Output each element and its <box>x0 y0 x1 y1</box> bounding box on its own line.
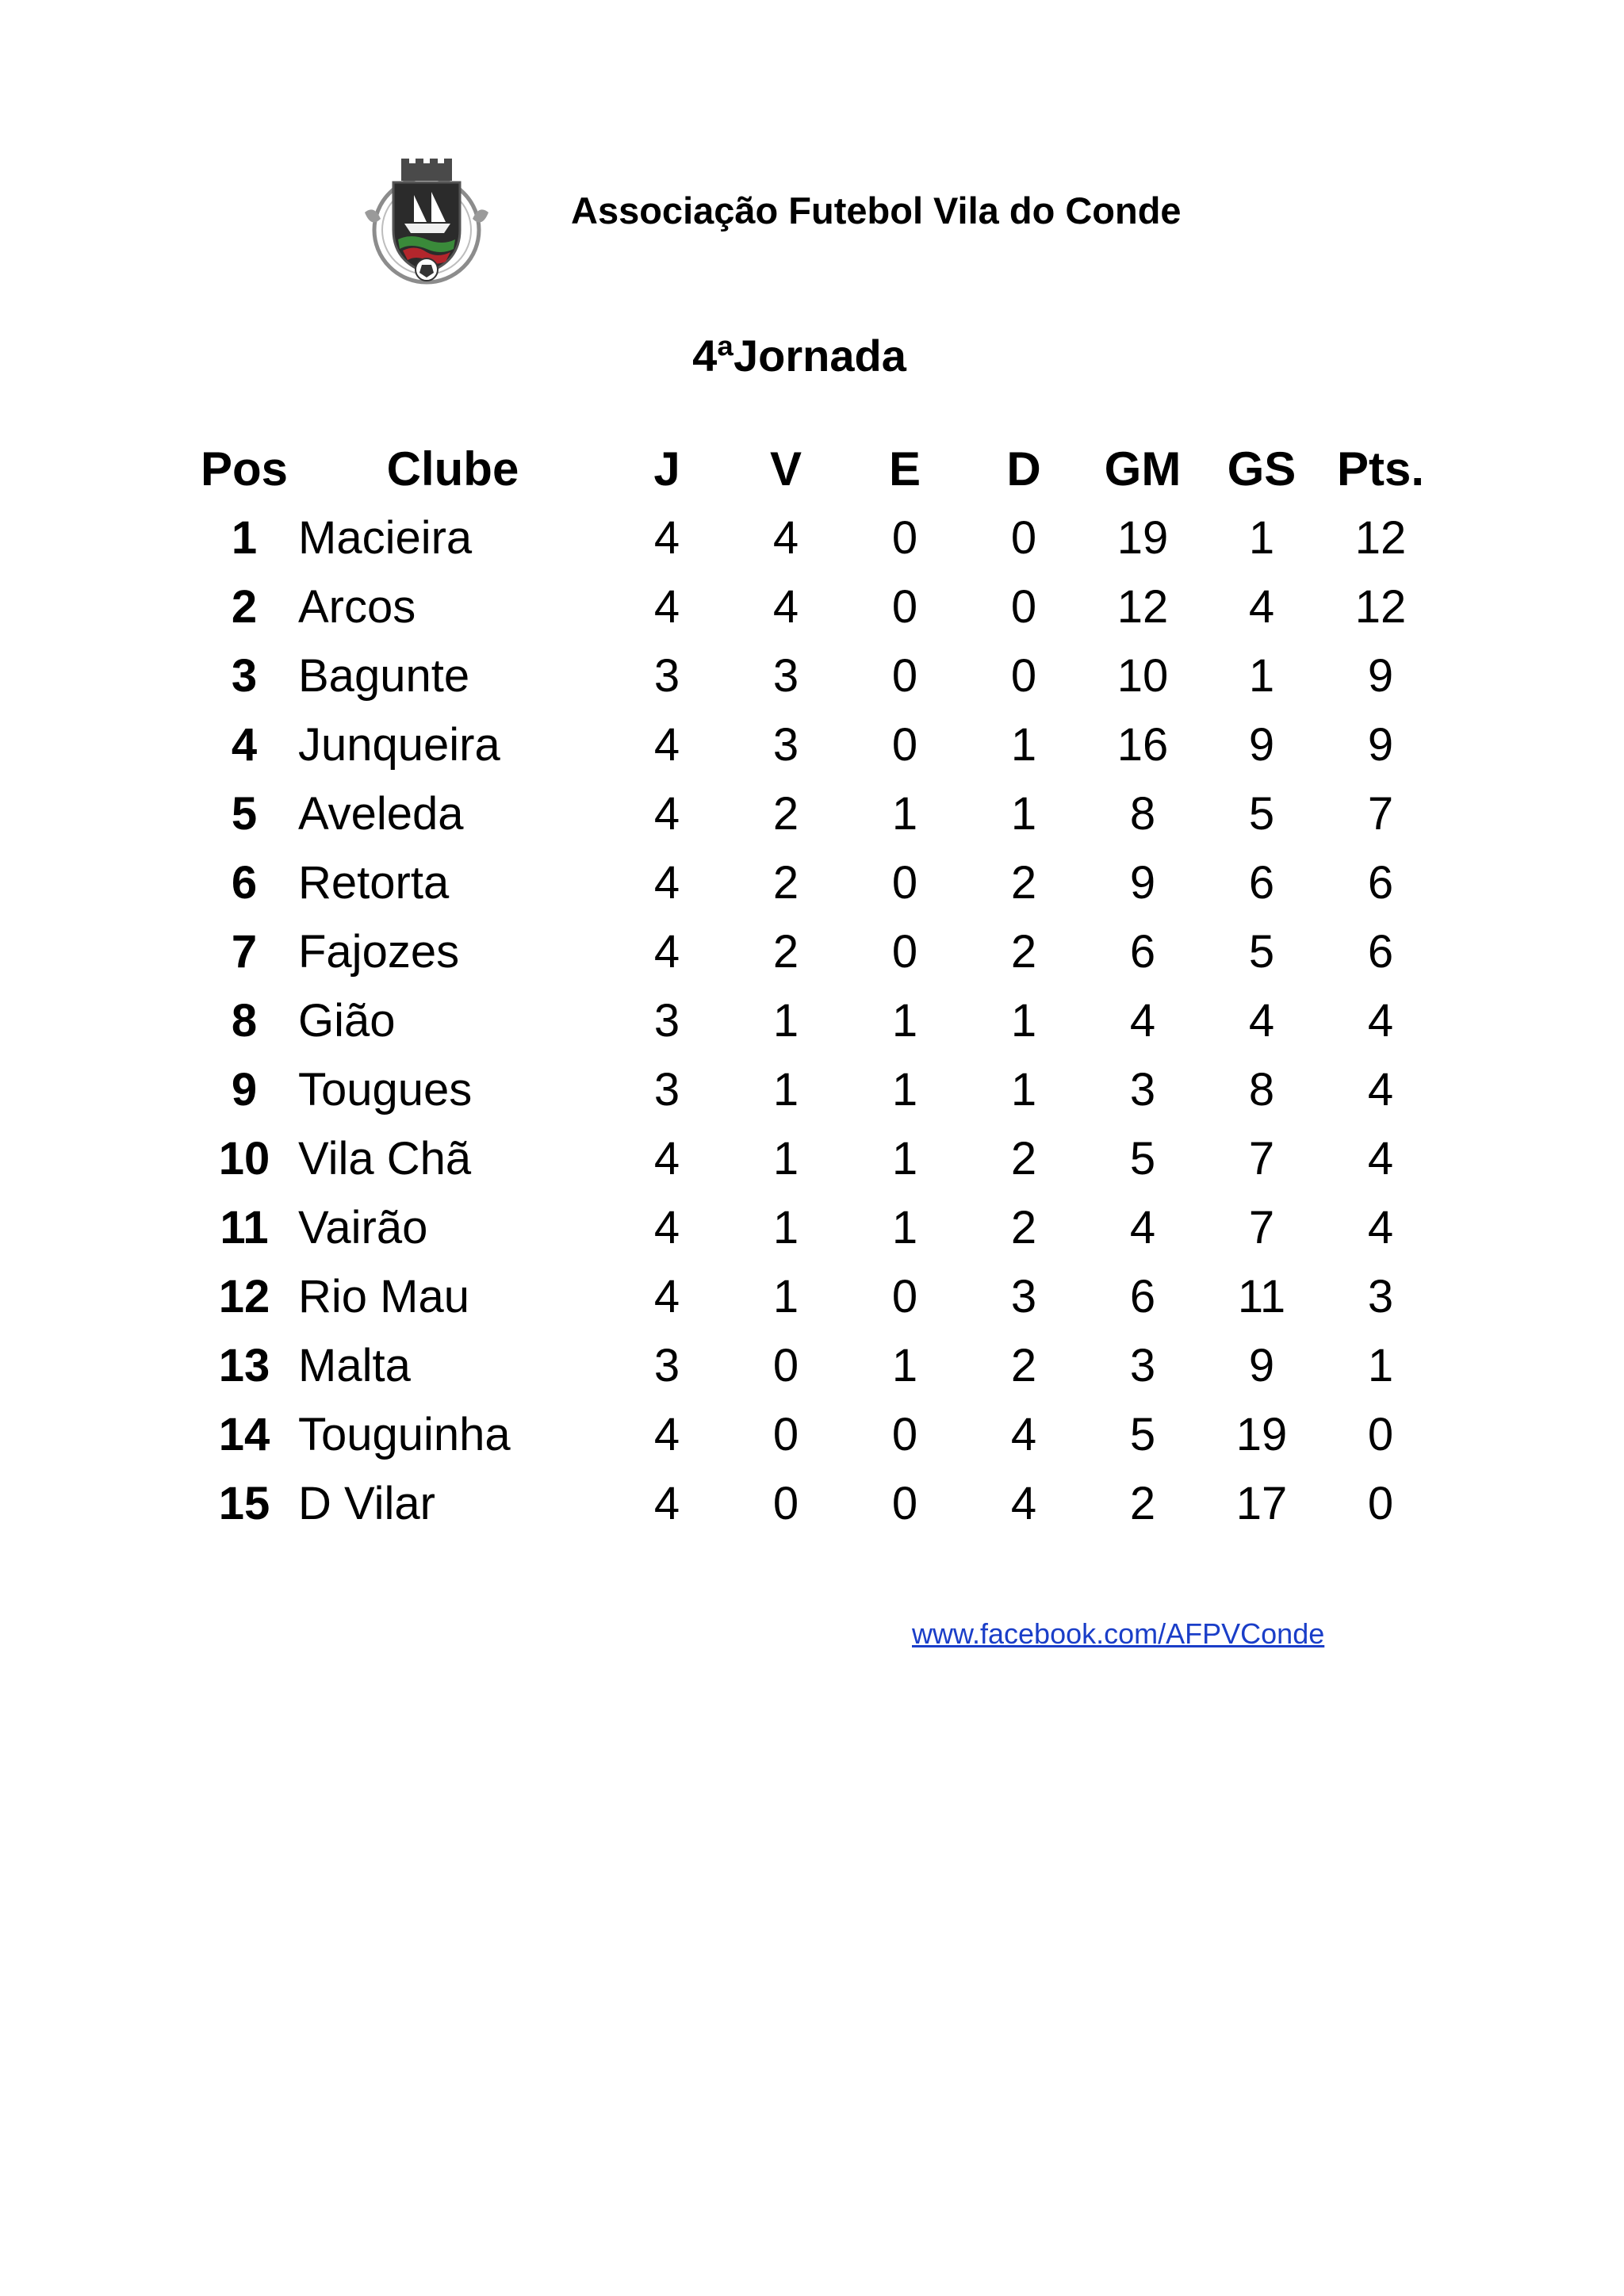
cell-club: Fajozes <box>298 926 460 978</box>
header-pos: Pos <box>200 442 289 496</box>
cell-points: 0 <box>1367 1409 1394 1460</box>
cell-goals-against: 11 <box>1237 1271 1286 1322</box>
table-row <box>190 503 1440 572</box>
table-row <box>190 917 1440 986</box>
table-row <box>190 1469 1440 1538</box>
cell-goals-for: 4 <box>1129 995 1156 1047</box>
cell-losses: 0 <box>1010 581 1037 633</box>
cell-goals-against: 4 <box>1248 581 1275 633</box>
cell-goals-against: 6 <box>1248 857 1275 909</box>
table-row <box>190 1331 1440 1400</box>
cell-goals-for: 3 <box>1129 1064 1156 1115</box>
facebook-link[interactable]: www.facebook.com/AFPVConde <box>912 1617 1325 1650</box>
table-row <box>190 779 1440 848</box>
cell-draws: 0 <box>891 857 918 909</box>
cell-games: 4 <box>653 926 680 978</box>
cell-wins: 1 <box>772 1271 799 1322</box>
table-row <box>190 1262 1440 1331</box>
cell-goals-against: 9 <box>1248 719 1275 771</box>
cell-draws: 1 <box>891 1133 918 1184</box>
cell-pos: 10 <box>218 1133 270 1184</box>
cell-goals-for: 19 <box>1116 512 1169 564</box>
cell-losses: 1 <box>1010 788 1037 840</box>
cell-goals-for: 16 <box>1116 719 1169 771</box>
cell-wins: 0 <box>772 1409 799 1460</box>
cell-games: 3 <box>653 1064 680 1115</box>
cell-losses: 4 <box>1010 1409 1037 1460</box>
cell-goals-against: 1 <box>1248 512 1275 564</box>
table-row <box>190 1124 1440 1193</box>
cell-pos: 8 <box>231 995 258 1047</box>
cell-wins: 1 <box>772 1064 799 1115</box>
header-club: Clube <box>386 442 519 496</box>
header-goals-for: GM <box>1104 442 1182 496</box>
cell-draws: 1 <box>891 788 918 840</box>
cell-games: 4 <box>653 1271 680 1322</box>
cell-club: D Vilar <box>298 1478 435 1529</box>
cell-goals-for: 6 <box>1129 926 1156 978</box>
cell-points: 4 <box>1367 995 1394 1047</box>
cell-pos: 5 <box>231 788 258 840</box>
table-row <box>190 572 1440 641</box>
cell-pos: 14 <box>218 1409 270 1460</box>
cell-goals-against: 5 <box>1248 788 1275 840</box>
cell-goals-for: 2 <box>1129 1478 1156 1529</box>
cell-draws: 1 <box>891 1340 918 1391</box>
cell-games: 4 <box>653 581 680 633</box>
cell-points: 4 <box>1367 1133 1394 1184</box>
cell-club: Touguinha <box>298 1409 511 1460</box>
cell-club: Aveleda <box>298 788 464 840</box>
cell-club: Vila Chã <box>298 1133 472 1184</box>
cell-games: 4 <box>653 512 680 564</box>
cell-games: 3 <box>653 1340 680 1391</box>
cell-points: 4 <box>1367 1202 1394 1253</box>
cell-wins: 4 <box>772 581 799 633</box>
header-draws: E <box>888 442 921 496</box>
cell-club: Rio Mau <box>298 1271 469 1322</box>
cell-losses: 2 <box>1010 1202 1037 1253</box>
cell-losses: 2 <box>1010 1340 1037 1391</box>
cell-draws: 0 <box>891 1271 918 1322</box>
cell-games: 4 <box>653 1409 680 1460</box>
cell-points: 3 <box>1367 1271 1394 1322</box>
cell-club: Retorta <box>298 857 450 909</box>
cell-wins: 3 <box>772 719 799 771</box>
cell-club: Tougues <box>298 1064 473 1115</box>
cell-pos: 7 <box>231 926 258 978</box>
cell-points: 6 <box>1367 857 1394 909</box>
cell-goals-against: 1 <box>1248 650 1275 702</box>
cell-losses: 2 <box>1010 857 1037 909</box>
cell-points: 12 <box>1354 512 1407 564</box>
cell-games: 4 <box>653 719 680 771</box>
cell-losses: 0 <box>1010 512 1037 564</box>
cell-pos: 1 <box>231 512 258 564</box>
cell-wins: 1 <box>772 1133 799 1184</box>
cell-goals-against: 5 <box>1248 926 1275 978</box>
cell-club: Junqueira <box>298 719 500 771</box>
cell-goals-against: 9 <box>1248 1340 1275 1391</box>
cell-games: 4 <box>653 857 680 909</box>
cell-losses: 1 <box>1010 1064 1037 1115</box>
cell-goals-for: 5 <box>1129 1133 1156 1184</box>
cell-games: 3 <box>653 650 680 702</box>
cell-draws: 0 <box>891 650 918 702</box>
cell-wins: 0 <box>772 1340 799 1391</box>
cell-goals-against: 4 <box>1248 995 1275 1047</box>
cell-wins: 3 <box>772 650 799 702</box>
cell-wins: 2 <box>772 857 799 909</box>
cell-goals-against: 19 <box>1235 1409 1288 1460</box>
cell-draws: 0 <box>891 581 918 633</box>
header-points: Pts. <box>1336 442 1425 496</box>
round-title: 4ªJornada <box>692 331 906 381</box>
header-wins: V <box>769 442 802 496</box>
cell-losses: 3 <box>1010 1271 1037 1322</box>
cell-wins: 0 <box>772 1478 799 1529</box>
cell-games: 4 <box>653 1133 680 1184</box>
cell-draws: 0 <box>891 1478 918 1529</box>
cell-losses: 1 <box>1010 719 1037 771</box>
header-games: J <box>653 442 680 496</box>
organization-title: Associação Futebol Vila do Conde <box>571 189 1182 232</box>
cell-draws: 0 <box>891 926 918 978</box>
cell-club: Bagunte <box>298 650 470 702</box>
cell-wins: 1 <box>772 1202 799 1253</box>
cell-club: Arcos <box>298 581 416 633</box>
cell-draws: 0 <box>891 512 918 564</box>
cell-goals-for: 8 <box>1129 788 1156 840</box>
cell-club: Malta <box>298 1340 411 1391</box>
cell-pos: 4 <box>231 719 258 771</box>
table-row <box>190 1193 1440 1262</box>
header-goals-against: GS <box>1227 442 1297 496</box>
cell-goals-against: 17 <box>1235 1478 1288 1529</box>
cell-draws: 1 <box>891 995 918 1047</box>
cell-club: Vairão <box>298 1202 428 1253</box>
cell-points: 1 <box>1367 1340 1394 1391</box>
cell-points: 9 <box>1367 719 1394 771</box>
club-crest-icon <box>358 157 495 289</box>
cell-games: 3 <box>653 995 680 1047</box>
cell-wins: 2 <box>772 926 799 978</box>
table-row <box>190 710 1440 779</box>
cell-goals-for: 3 <box>1129 1340 1156 1391</box>
table-header-row <box>190 434 1440 503</box>
cell-goals-for: 9 <box>1129 857 1156 909</box>
cell-draws: 0 <box>891 1409 918 1460</box>
cell-pos: 12 <box>218 1271 270 1322</box>
cell-draws: 0 <box>891 719 918 771</box>
cell-losses: 2 <box>1010 926 1037 978</box>
cell-goals-for: 12 <box>1116 581 1169 633</box>
cell-games: 4 <box>653 788 680 840</box>
cell-points: 6 <box>1367 926 1394 978</box>
cell-draws: 1 <box>891 1202 918 1253</box>
cell-draws: 1 <box>891 1064 918 1115</box>
cell-pos: 9 <box>231 1064 258 1115</box>
cell-goals-for: 10 <box>1116 650 1169 702</box>
cell-pos: 15 <box>218 1478 270 1529</box>
cell-points: 4 <box>1367 1064 1394 1115</box>
cell-losses: 1 <box>1010 995 1037 1047</box>
standings-table <box>190 434 1440 1538</box>
cell-points: 12 <box>1354 581 1407 633</box>
table-row <box>190 986 1440 1055</box>
table-row <box>190 1055 1440 1124</box>
cell-pos: 11 <box>220 1202 269 1253</box>
table-row <box>190 641 1440 710</box>
cell-goals-against: 8 <box>1248 1064 1275 1115</box>
cell-club: Gião <box>298 995 396 1047</box>
cell-points: 9 <box>1367 650 1394 702</box>
cell-goals-for: 4 <box>1129 1202 1156 1253</box>
cell-losses: 4 <box>1010 1478 1037 1529</box>
standings-body <box>190 503 1440 1538</box>
cell-pos: 3 <box>231 650 258 702</box>
cell-games: 4 <box>653 1202 680 1253</box>
cell-goals-against: 7 <box>1248 1202 1275 1253</box>
cell-wins: 1 <box>772 995 799 1047</box>
cell-wins: 4 <box>772 512 799 564</box>
table-row <box>190 1400 1440 1469</box>
cell-pos: 13 <box>218 1340 270 1391</box>
cell-wins: 2 <box>772 788 799 840</box>
cell-points: 7 <box>1367 788 1394 840</box>
table-row <box>190 848 1440 917</box>
cell-goals-for: 5 <box>1129 1409 1156 1460</box>
header-losses: D <box>1006 442 1041 496</box>
cell-pos: 2 <box>231 581 258 633</box>
cell-goals-for: 6 <box>1129 1271 1156 1322</box>
cell-losses: 2 <box>1010 1133 1037 1184</box>
cell-games: 4 <box>653 1478 680 1529</box>
cell-points: 0 <box>1367 1478 1394 1529</box>
cell-losses: 0 <box>1010 650 1037 702</box>
cell-goals-against: 7 <box>1248 1133 1275 1184</box>
cell-pos: 6 <box>231 857 258 909</box>
cell-club: Macieira <box>298 512 473 564</box>
